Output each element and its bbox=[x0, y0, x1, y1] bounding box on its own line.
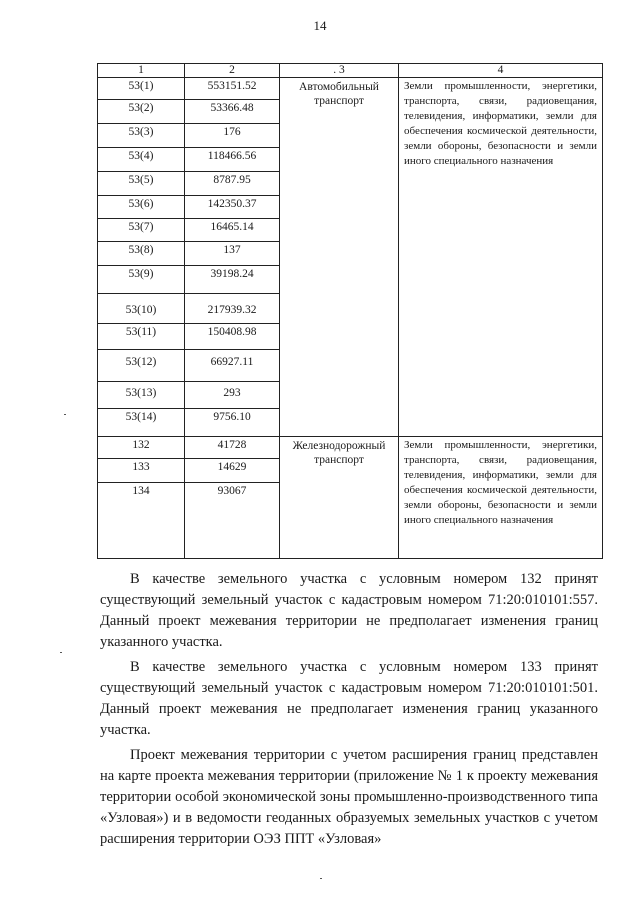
parcel-area: 14629 bbox=[185, 459, 280, 483]
parcel-area: 553151.52 bbox=[185, 78, 280, 100]
parcel-number: 132 bbox=[98, 437, 185, 459]
parcel-area: 118466.56 bbox=[185, 148, 280, 172]
permitted-use-cell: Автомобильный транспорт bbox=[280, 78, 399, 437]
page-number: 14 bbox=[313, 18, 327, 33]
parcel-number: 53(1) bbox=[98, 78, 185, 100]
parcel-number: 53(14) bbox=[98, 409, 185, 437]
parcel-area: 8787.95 bbox=[185, 172, 280, 196]
scan-mark bbox=[320, 878, 322, 879]
parcel-number: 53(11) bbox=[98, 324, 185, 350]
parcel-area: 53366.48 bbox=[185, 100, 280, 124]
parcel-area: 137 bbox=[185, 242, 280, 266]
column-header: 4 bbox=[399, 64, 603, 78]
parcel-number: 53(9) bbox=[98, 266, 185, 294]
table-row bbox=[98, 78, 603, 100]
parcel-number: 53(5) bbox=[98, 172, 185, 196]
parcel-number: 53(3) bbox=[98, 124, 185, 148]
parcel-number: 53(13) bbox=[98, 382, 185, 409]
parcel-number: 53(7) bbox=[98, 219, 185, 242]
column-header: 2 bbox=[185, 64, 280, 78]
paragraph: Проект межевания территории с учетом расширения границ представлен на карте проекта межевания территории (приложение № 1 к проекту межевания территории особой экономической зоны промышленно-производственного типа «Узловая») и в ведомости геоданных образуемых земельных участков с учетом расширения территории ОЭЗ ППТ «Узловая» bbox=[100, 747, 598, 847]
parcel-number: 53(10) bbox=[98, 294, 185, 324]
parcel-number: 53(12) bbox=[98, 350, 185, 382]
permitted-use-cell: Железнодорожный транспорт bbox=[280, 437, 399, 559]
parcel-area: 39198.24 bbox=[185, 266, 280, 294]
parcel-number: 53(4) bbox=[98, 148, 185, 172]
table-row bbox=[98, 437, 603, 459]
parcel-area: 93067 bbox=[185, 483, 280, 559]
parcel-number: 133 bbox=[98, 459, 185, 483]
land-category-cell: Земли промышленности, энергетики, транспорта, связи, радиовещания, телевидения, информатики, земли для обеспечения космической деятельности, земли обороны, безопасности и земли иного специального назначения bbox=[399, 78, 603, 437]
parcel-area: 9756.10 bbox=[185, 409, 280, 437]
parcel-area: 16465.14 bbox=[185, 219, 280, 242]
paragraph: В качестве земельного участка с условным номером 133 принят существующий земельный участок с кадастровым номером 71:20:010101:501. Данный проект межевания не предполагает изменения границ указанного участка. bbox=[100, 659, 598, 738]
column-header: . 3 bbox=[280, 64, 399, 78]
table-header-row bbox=[98, 64, 603, 78]
parcel-area: 176 bbox=[185, 124, 280, 148]
body-text bbox=[100, 569, 598, 854]
parcel-area: 66927.11 bbox=[185, 350, 280, 382]
parcel-number: 53(2) bbox=[98, 100, 185, 124]
parcel-area: 217939.32 bbox=[185, 294, 280, 324]
parcel-number: 53(6) bbox=[98, 196, 185, 219]
scan-mark bbox=[64, 414, 66, 415]
paragraph: В качестве земельного участка с условным номером 132 принят существующий земельный участок с кадастровым номером 71:20:010101:557. Данный проект межевания территории не предполагает изменения границ указанного участка. bbox=[100, 571, 598, 650]
parcels-table bbox=[97, 63, 603, 559]
parcel-area: 150408.98 bbox=[185, 324, 280, 350]
parcel-number: 53(8) bbox=[98, 242, 185, 266]
parcel-area: 142350.37 bbox=[185, 196, 280, 219]
parcel-area: 41728 bbox=[185, 437, 280, 459]
column-header: 1 bbox=[98, 64, 185, 78]
land-category-cell: Земли промышленности, энергетики, транспорта, связи, радиовещания, телевидения, информатики, земли для обеспечения космической деятельности, земли обороны, безопасности и земли иного специального назначения bbox=[399, 437, 603, 559]
parcel-area: 293 bbox=[185, 382, 280, 409]
parcel-number: 134 bbox=[98, 483, 185, 559]
scan-mark bbox=[60, 652, 62, 653]
